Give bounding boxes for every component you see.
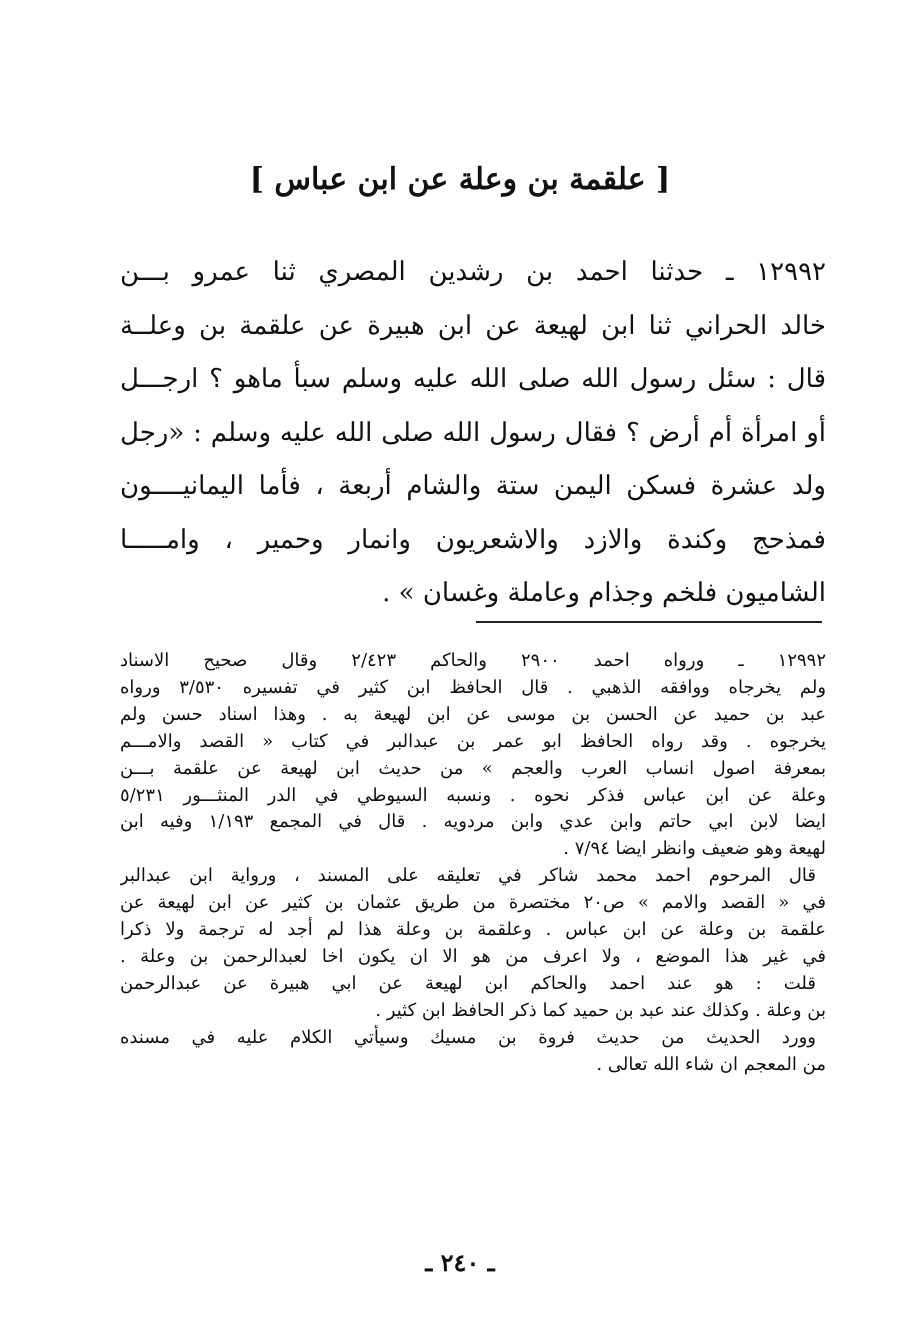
hadith-line: خالد الحراني ثنا ابن لهيعة عن ابن هبيرة عن علقمة بن وعلــة (120, 310, 826, 341)
footnote-line: وورد الحديث من حديث فروة بن مسيك وسيأتي الكلام عليه في مسنده (120, 1026, 816, 1048)
footnote-divider (476, 621, 822, 623)
hadith-line: فمذحج وكندة والازد والاشعريون وانمار وحمير ، وامـــــا (120, 524, 826, 555)
page-number: ـ ٢٤٠ ـ (425, 1248, 495, 1277)
footnote-line: وعلة عن ابن عباس فذكر نحوه . ونسبه السيوطي في الدر المنثـــور ٥/٢٣١ (120, 784, 826, 806)
footnote-line: لهيعة وهو ضعيف وانظر ايضا ٧/٩٤ . (563, 838, 826, 860)
section-heading: [ علقمة بن وعلة عن ابن عباس ] (249, 162, 671, 197)
hadith-text (120, 246, 826, 621)
footnote-line: في غير هذا الموضع ، ولا اعرف من هو الا ان يكون اخا لعبدالرحمن بن وعلة . (120, 945, 826, 967)
footnote-line: يخرجوه . وقد رواه الحافظ ابو عمر بن عبدالبر في كتاب « القصد والامـــم (120, 730, 826, 752)
footnote-line: من المعجم ان شاء الله تعالى . (596, 1053, 826, 1075)
footnote-line: في « القصد والامم » ص٢٠ مختصرة من طريق عثمان بن كثير عن ابن لهيعة عن (120, 892, 826, 914)
footnote-paragraph (120, 971, 826, 1025)
hadith-line: ١٢٩٩٢ ـ حدثنا احمد بن رشدين المصري ثنا عمرو بـــن (120, 257, 826, 287)
footnote-paragraph (120, 1025, 826, 1079)
footnote-line: بن وعلة . وكذلك عند عبد بن حميد كما ذكر الحافظ ابن كثير . (375, 999, 826, 1021)
footnote-line: قلت : هو عند احمد والحاكم ابن لهيعة عن ابي هبيرة عن عبدالرحمن (120, 972, 816, 994)
footnote-line: عبد بن حميد عن الحسن بن موسى عن ابن لهيعة به . وهذا اسناد حسن ولم (120, 703, 826, 725)
footnote-line: ولم يخرجاه ووافقه الذهبي . قال الحافظ ابن كثير في تفسيره ٣/٥٣٠ ورواه (120, 676, 826, 698)
hadith-line: الشاميون فلخم وجذام وعاملة وغسان » . (382, 578, 826, 608)
hadith-line: ولد عشرة فسكن اليمن ستة والشام أربعة ، فأما اليمانيــــون (120, 471, 826, 501)
footnote-line: ايضا لابن ابي حاتم وابن عدي وابن مردويه . قال في المجمع ١/١٩٣ وفيه ابن (120, 811, 826, 833)
footnote-line: ١٢٩٩٢ ـ ورواه احمد ٢٩٠٠ والحاكم ٢/٤٢٣ وقال صحيح الاسناد (120, 650, 826, 671)
hadith-line: قال : سئل رسول الله صلى الله عليه وسلم سبأ ماهو ؟ ارجـــل (120, 364, 826, 394)
footnote-paragraph (120, 863, 826, 971)
footnotes (120, 648, 826, 1079)
footnote-line: علقمة بن وعلة عن ابن عباس . وعلقمة بن وعلة هذا لم أجد له ترجمة ولا ذكرا (120, 919, 826, 941)
footnote-line: قال المرحوم احمد محمد شاكر في تعليقه على المسند ، ورواية ابن عبدالبر (120, 865, 816, 887)
footnote-paragraph (120, 648, 826, 863)
footnote-line: بمعرفة اصول انساب العرب والعجم » من حديث ابن لهيعة عن علقمة بـــن (120, 757, 826, 779)
hadith-line: أو امرأة أم أرض ؟ فقال رسول الله صلى الله عليه وسلم : «رجل (120, 417, 826, 448)
